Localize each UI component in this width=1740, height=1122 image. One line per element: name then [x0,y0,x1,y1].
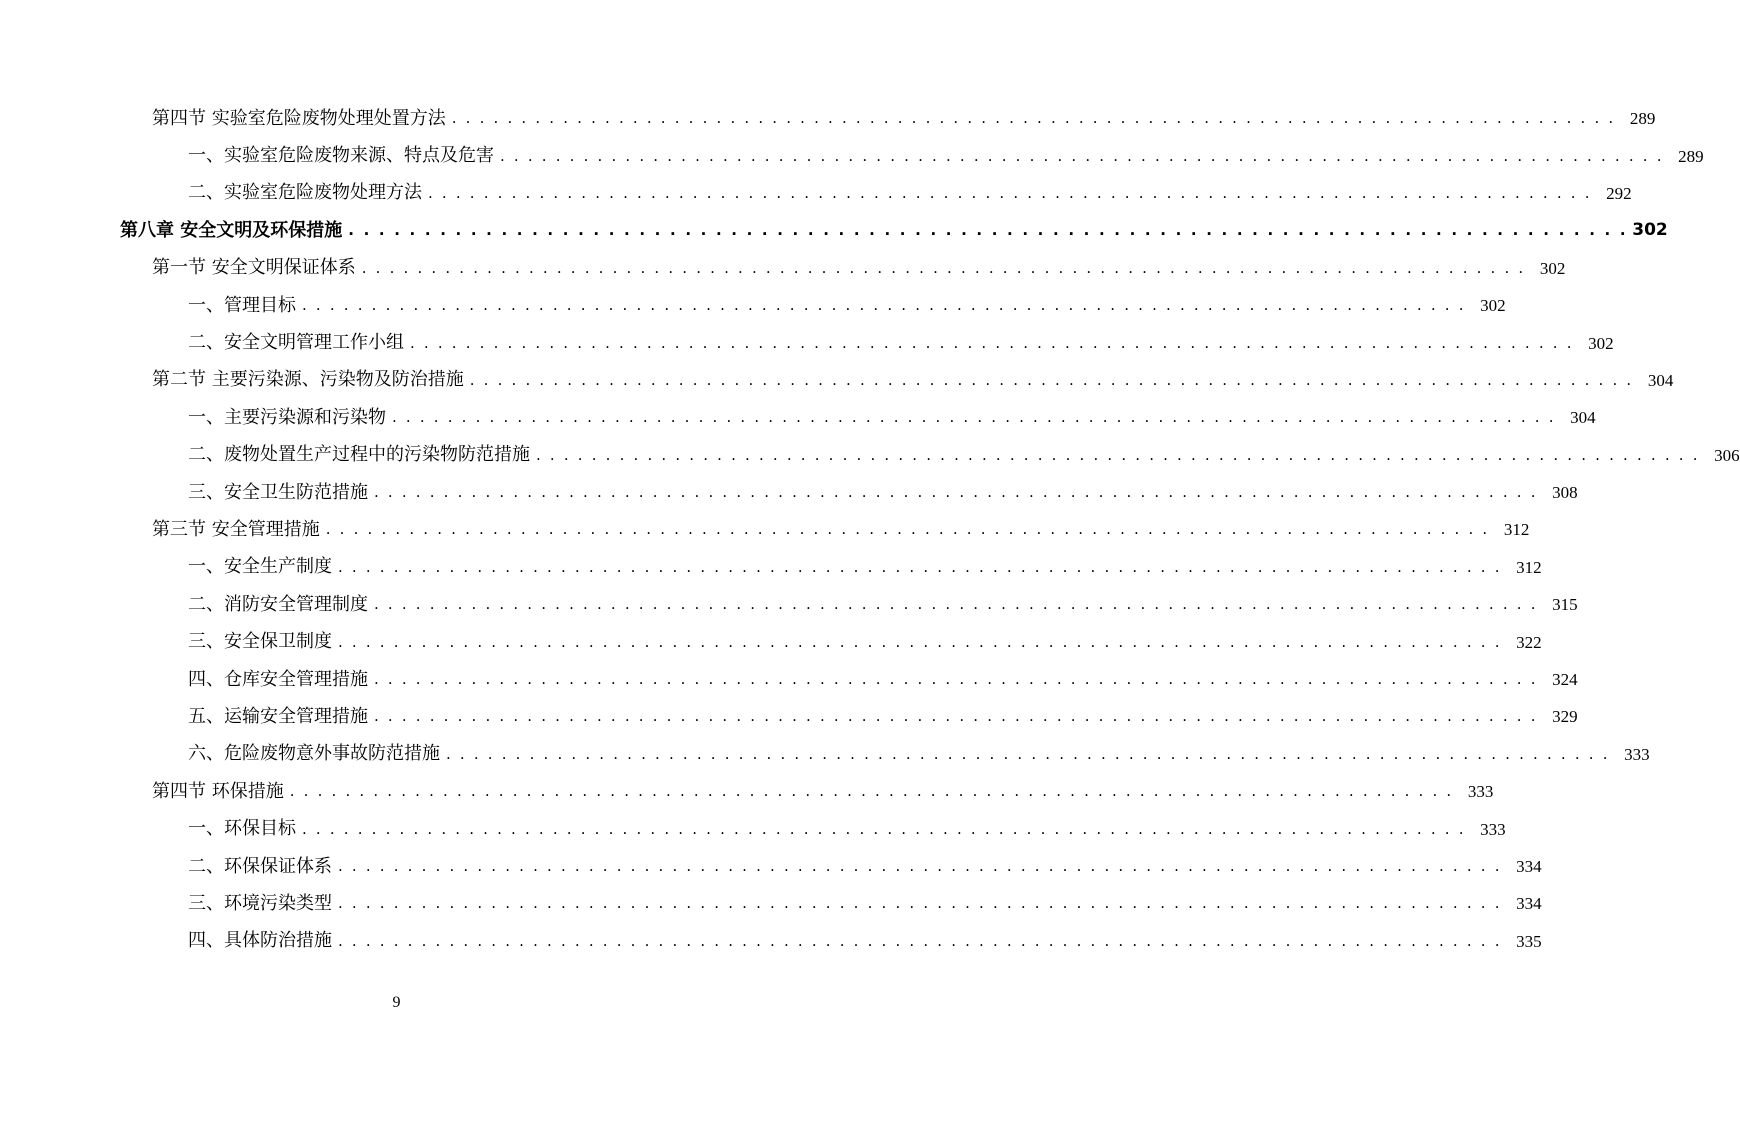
toc-entry-item [0,287,1506,324]
toc-page-number: 322 [1516,632,1542,652]
toc-page-number: 302 [1480,296,1506,316]
toc-dot-leader: . . . . . . . . . . . . . . . . . . . . . . . . . . . . . . . . . . . . . . . . . . . . . . . . . . . . . . . . . . . . . . . . . . . . . . . . . . . . . . . . . . . . [338,894,1502,913]
toc-page-number: 289 [1678,146,1704,166]
toc-page-number: 333 [1480,819,1506,839]
toc-entry-item [0,586,1578,623]
toc-page-number: 324 [1552,670,1578,690]
toc-entry-item [0,137,1704,174]
toc-dot-leader: . . . . . . . . . . . . . . . . . . . . . . . . . . . . . . . . . . . . . . . . . . . . . . . . . . . . . . . . . . . . . . . . . . . . . . . . . . . . . . . . . . . . [289,782,1454,801]
toc-dot-leader: . . . . . . . . . . . . . . . . . . . . . . . . . . . . . . . . . . . . . . . . . . . . . . . . . . . . . . . . . . . . . . . . . . . . . . . . . . . . . . . . . . . . [428,183,1592,202]
toc-entry-section [0,362,1674,399]
toc-page-number: 333 [1624,744,1650,764]
toc-entry-title: 第一节 安全文明保证体系 [152,257,356,279]
toc-dot-leader: . . . . . . . . . . . . . . . . . . . . . . . . . . . . . . . . . . . . . . . . . . . . . . . . . . . . . . . . . . . . . . . . . . . . . . . . . . . . . . . . . . . . [469,370,1634,389]
toc-page-number: 306 [1714,445,1740,465]
toc-page-number: 308 [1552,483,1578,503]
toc-dot-leader: . . . . . . . . . . . . . . . . . . . . . . . . . . . . . . . . . . . . . . . . . . . . . . . . . . . . . . . . . . . . . . . . . . . . . . . . . . . . . . . . . . . . [410,333,1574,352]
toc-page-number: 335 [1516,931,1542,951]
toc-entry-chapter [0,212,1668,249]
toc-dot-leader: . . . . . . . . . . . . . . . . . . . . . . . . . . . . . . . . . . . . . . . . . . . . . . . . . . . . . . . . . . . . . . . . . . . . . . . . . . . . . . . . . . . . [500,146,1664,165]
toc-dot-leader: . . . . . . . . . . . . . . . . . . . . . . . . . . . . . . . . . . . . . . . . . . . . . . . . . . . . . . . . . . . . . . . . . . . . . . . . . . . . . . . . . . . . [374,707,1538,726]
toc-entry-title: 第四节 环保措施 [152,780,284,802]
toc-entry-item [0,661,1578,698]
toc-entry-title: 四、仓库安全管理措施 [188,668,368,690]
toc-entry-title: 三、环境污染类型 [188,892,332,914]
toc-page-number: 302 [1539,258,1566,278]
toc-dot-leader: . . . . . . . . . . . . . . . . . . . . . . . . . . . . . . . . . . . . . . . . . . . . . . . . . . . . . . . . . . . . . . . . . . . . . . . . . . . . . . . . . . . . [348,221,1628,240]
toc-entry-item [0,437,1740,474]
toc-page-number: 302 [1632,220,1668,241]
toc-entry-title: 第八章 安全文明及环保措施 [120,219,343,241]
toc-dot-leader: . . . . . . . . . . . . . . . . . . . . . . . . . . . . . . . . . . . . . . . . . . . . . . . . . . . . . . . . . . . . . . . . . . . . . . . . . . . . . . . . . . . . [536,445,1700,464]
toc-page-number: 304 [1647,370,1674,390]
toc-entry-title: 二、安全文明管理工作小组 [188,332,404,354]
toc-entry-item [0,175,1632,212]
toc-page-number: 304 [1570,408,1596,428]
toc-entry-section [0,511,1530,548]
toc-entry-title: 三、安全卫生防范措施 [188,481,368,503]
toc-entry-section [0,250,1566,287]
toc-page-number: 315 [1552,595,1578,615]
toc-dot-leader: . . . . . . . . . . . . . . . . . . . . . . . . . . . . . . . . . . . . . . . . . . . . . . . . . . . . . . . . . . . . . . . . . . . . . . . . . . . . . . . . . . . . [302,819,1466,838]
toc-entry-title: 第四节 实验室危险废物处理处置方法 [152,107,446,129]
toc-entry-title: 二、消防安全管理制度 [188,593,368,615]
toc-entry-title: 五、运输安全管理措施 [188,705,368,727]
toc-dot-leader: . . . . . . . . . . . . . . . . . . . . . . . . . . . . . . . . . . . . . . . . . . . . . . . . . . . . . . . . . . . . . . . . . . . . . . . . . . . . . . . . . . . . [374,670,1538,689]
toc-dot-leader: . . . . . . . . . . . . . . . . . . . . . . . . . . . . . . . . . . . . . . . . . . . . . . . . . . . . . . . . . . . . . . . . . . . . . . . . . . . . . . . . . . . . [338,931,1502,950]
toc-entry-title: 一、环保目标 [188,818,296,840]
toc-dot-leader: . . . . . . . . . . . . . . . . . . . . . . . . . . . . . . . . . . . . . . . . . . . . . . . . . . . . . . . . . . . . . . . . . . . . . . . . . . . . . . . . . . . . [361,258,1526,277]
toc-dot-leader: . . . . . . . . . . . . . . . . . . . . . . . . . . . . . . . . . . . . . . . . . . . . . . . . . . . . . . . . . . . . . . . . . . . . . . . . . . . . . . . . . . . . [338,557,1502,576]
toc-entry-item [0,923,1542,960]
toc-entry-item [0,549,1542,586]
toc-page-number: 334 [1516,857,1542,876]
toc-entry-title: 六、危险废物意外事故防范措施 [188,743,440,765]
toc-entry-item [0,474,1578,511]
toc-page-number: 289 [1629,109,1656,129]
toc-dot-leader: . . . . . . . . . . . . . . . . . . . . . . . . . . . . . . . . . . . . . . . . . . . . . . . . . . . . . . . . . . . . . . . . . . . . . . . . . . . . . . . . . . . . [446,744,1610,763]
toc-entry-item [0,399,1596,436]
toc-entry-item [0,698,1578,735]
toc-dot-leader: . . . . . . . . . . . . . . . . . . . . . . . . . . . . . . . . . . . . . . . . . . . . . . . . . . . . . . . . . . . . . . . . . . . . . . . . . . . . . . . . . . . . [374,595,1538,614]
toc-dot-leader: . . . . . . . . . . . . . . . . . . . . . . . . . . . . . . . . . . . . . . . . . . . . . . . . . . . . . . . . . . . . . . . . . . . . . . . . . . . . . . . . . . . . [392,408,1556,427]
toc-entry-title: 第二节 主要污染源、污染物及防治措施 [152,369,464,391]
toc-page-number: 312 [1503,520,1530,540]
toc-entry-item [0,736,1650,773]
toc-dot-leader: . . . . . . . . . . . . . . . . . . . . . . . . . . . . . . . . . . . . . . . . . . . . . . . . . . . . . . . . . . . . . . . . . . . . . . . . . . . . . . . . . . . . [451,109,1616,128]
toc-entry-title: 第三节 安全管理措施 [152,518,320,540]
toc-dot-leader: . . . . . . . . . . . . . . . . . . . . . . . . . . . . . . . . . . . . . . . . . . . . . . . . . . . . . . . . . . . . . . . . . . . . . . . . . . . . . . . . . . . . [325,520,1490,539]
toc-entry-item [0,623,1542,660]
page-number: 9 [392,994,401,1011]
toc-page-number: 302 [1588,333,1614,353]
toc-entry-title: 四、具体防治措施 [188,930,332,952]
toc-dot-leader: . . . . . . . . . . . . . . . . . . . . . . . . . . . . . . . . . . . . . . . . . . . . . . . . . . . . . . . . . . . . . . . . . . . . . . . . . . . . . . . . . . . . [302,296,1466,315]
toc-dot-leader: . . . . . . . . . . . . . . . . . . . . . . . . . . . . . . . . . . . . . . . . . . . . . . . . . . . . . . . . . . . . . . . . . . . . . . . . . . . . . . . . . . . . [338,857,1502,875]
toc-page-number: 333 [1467,782,1494,802]
toc-entry-item [0,885,1542,922]
toc-entry-section [0,100,1656,137]
toc-page-number: 329 [1552,707,1578,727]
toc-entry-title: 一、安全生产制度 [188,556,332,578]
toc-entry-item [0,810,1506,847]
toc-page-number: 334 [1516,894,1542,914]
toc-entry-title: 二、废物处置生产过程中的污染物防范措施 [188,444,530,466]
toc-entry-title: 一、管理目标 [188,294,296,316]
toc-page-number: 292 [1606,183,1632,203]
toc-entry-title: 二、实验室危险废物处理方法 [188,182,422,204]
toc-page-number: 312 [1516,557,1542,577]
toc-entry-title: 三、安全保卫制度 [188,631,332,653]
toc-entry-title: 一、实验室危险废物来源、特点及危害 [188,145,494,167]
toc-entry-title: 二、环保保证体系 [188,855,332,877]
table-of-contents [0,100,1740,960]
toc-dot-leader: . . . . . . . . . . . . . . . . . . . . . . . . . . . . . . . . . . . . . . . . . . . . . . . . . . . . . . . . . . . . . . . . . . . . . . . . . . . . . . . . . . . . [338,632,1502,651]
toc-entry-title: 一、主要污染源和污染物 [188,406,386,428]
toc-entry-item [0,848,1542,885]
toc-entry-section [0,773,1494,810]
toc-entry-item [0,324,1614,361]
toc-dot-leader: . . . . . . . . . . . . . . . . . . . . . . . . . . . . . . . . . . . . . . . . . . . . . . . . . . . . . . . . . . . . . . . . . . . . . . . . . . . . . . . . . . . . [374,483,1538,502]
